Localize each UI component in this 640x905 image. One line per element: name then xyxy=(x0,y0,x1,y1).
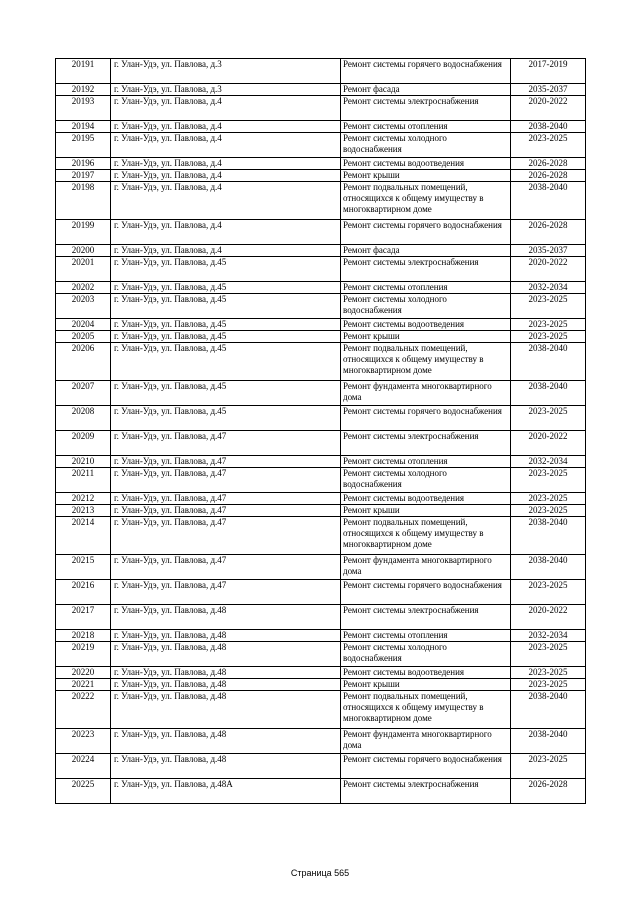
table-row xyxy=(56,319,586,331)
period-cell: 2038-2040 xyxy=(511,729,586,754)
table-row xyxy=(56,133,586,158)
row-number: 20224 xyxy=(56,754,111,779)
address-cell: г. Улан-Удэ, ул. Павлова, д.48 xyxy=(111,605,341,630)
period-cell: 2026-2028 xyxy=(511,779,586,804)
table-row xyxy=(56,555,586,580)
row-number: 20199 xyxy=(56,220,111,245)
table-row xyxy=(56,96,586,121)
period-cell: 2023-2025 xyxy=(511,642,586,667)
period-cell: 2023-2025 xyxy=(511,505,586,517)
row-number: 20206 xyxy=(56,343,111,381)
table-row xyxy=(56,294,586,319)
address-cell: г. Улан-Удэ, ул. Павлова, д.4 xyxy=(111,220,341,245)
address-cell: г. Улан-Удэ, ул. Павлова, д.4 xyxy=(111,96,341,121)
row-number: 20193 xyxy=(56,96,111,121)
row-number: 20196 xyxy=(56,158,111,170)
table-row xyxy=(56,431,586,456)
period-cell: 2032-2034 xyxy=(511,282,586,294)
table-row xyxy=(56,406,586,431)
work-type-cell: Ремонт крыши xyxy=(341,331,511,343)
row-number: 20202 xyxy=(56,282,111,294)
work-type-cell: Ремонт системы отопления xyxy=(341,630,511,642)
address-cell: г. Улан-Удэ, ул. Павлова, д.48А xyxy=(111,779,341,804)
row-number: 20218 xyxy=(56,630,111,642)
period-cell: 2023-2025 xyxy=(511,319,586,331)
address-cell: г. Улан-Удэ, ул. Павлова, д.4 xyxy=(111,121,341,133)
period-cell: 2020-2022 xyxy=(511,257,586,282)
period-cell: 2038-2040 xyxy=(511,555,586,580)
table-row xyxy=(56,679,586,691)
work-type-cell: Ремонт системы отопления xyxy=(341,121,511,133)
work-type-cell: Ремонт системы горячего водоснабжения xyxy=(341,580,511,605)
work-type-cell: Ремонт подвальных помещений, относящихся к общему имуществу в многоквартирном доме xyxy=(341,182,511,220)
period-cell: 2023-2025 xyxy=(511,294,586,319)
address-cell: г. Улан-Удэ, ул. Павлова, д.47 xyxy=(111,468,341,493)
work-type-cell: Ремонт системы водоотведения xyxy=(341,158,511,170)
period-cell: 2020-2022 xyxy=(511,605,586,630)
work-type-cell: Ремонт системы отопления xyxy=(341,456,511,468)
work-type-cell: Ремонт подвальных помещений, относящихся к общему имуществу в многоквартирном доме xyxy=(341,517,511,555)
table-row xyxy=(56,630,586,642)
address-cell: г. Улан-Удэ, ул. Павлова, д.45 xyxy=(111,381,341,406)
table-row xyxy=(56,580,586,605)
table-row xyxy=(56,456,586,468)
period-cell: 2020-2022 xyxy=(511,431,586,456)
work-type-cell: Ремонт системы водоотведения xyxy=(341,319,511,331)
row-number: 20216 xyxy=(56,580,111,605)
period-cell: 2026-2028 xyxy=(511,170,586,182)
row-number: 20217 xyxy=(56,605,111,630)
table-row xyxy=(56,182,586,220)
table-row xyxy=(56,505,586,517)
work-type-cell: Ремонт системы электроснабжения xyxy=(341,96,511,121)
row-number: 20198 xyxy=(56,182,111,220)
table-row xyxy=(56,220,586,245)
period-cell: 2038-2040 xyxy=(511,517,586,555)
work-type-cell: Ремонт подвальных помещений, относящихся к общему имуществу в многоквартирном доме xyxy=(341,691,511,729)
work-type-cell: Ремонт системы горячего водоснабжения xyxy=(341,406,511,431)
address-cell: г. Улан-Удэ, ул. Павлова, д.48 xyxy=(111,630,341,642)
period-cell: 2023-2025 xyxy=(511,331,586,343)
address-cell: г. Улан-Удэ, ул. Павлова, д.45 xyxy=(111,406,341,431)
work-type-cell: Ремонт крыши xyxy=(341,505,511,517)
table-row xyxy=(56,605,586,630)
address-cell: г. Улан-Удэ, ул. Павлова, д.48 xyxy=(111,691,341,729)
work-type-cell: Ремонт системы горячего водоснабжения xyxy=(341,220,511,245)
address-cell: г. Улан-Удэ, ул. Павлова, д.47 xyxy=(111,555,341,580)
period-cell: 2023-2025 xyxy=(511,133,586,158)
period-cell: 2017-2019 xyxy=(511,59,586,84)
address-cell: г. Улан-Удэ, ул. Павлова, д.4 xyxy=(111,182,341,220)
table-row xyxy=(56,121,586,133)
period-cell: 2020-2022 xyxy=(511,96,586,121)
work-type-cell: Ремонт фасада xyxy=(341,245,511,257)
row-number: 20209 xyxy=(56,431,111,456)
row-number: 20212 xyxy=(56,493,111,505)
address-cell: г. Улан-Удэ, ул. Павлова, д.4 xyxy=(111,158,341,170)
address-cell: г. Улан-Удэ, ул. Павлова, д.47 xyxy=(111,493,341,505)
row-number: 20205 xyxy=(56,331,111,343)
period-cell: 2038-2040 xyxy=(511,691,586,729)
table-row xyxy=(56,257,586,282)
table-row xyxy=(56,729,586,754)
work-type-cell: Ремонт системы электроснабжения xyxy=(341,605,511,630)
row-number: 20207 xyxy=(56,381,111,406)
address-cell: г. Улан-Удэ, ул. Павлова, д.45 xyxy=(111,294,341,319)
period-cell: 2032-2034 xyxy=(511,456,586,468)
address-cell: г. Улан-Удэ, ул. Павлова, д.45 xyxy=(111,331,341,343)
work-type-cell: Ремонт системы холодного водоснабжения xyxy=(341,642,511,667)
period-cell: 2038-2040 xyxy=(511,343,586,381)
row-number: 20194 xyxy=(56,121,111,133)
row-number: 20214 xyxy=(56,517,111,555)
address-cell: г. Улан-Удэ, ул. Павлова, д.47 xyxy=(111,456,341,468)
period-cell: 2038-2040 xyxy=(511,182,586,220)
row-number: 20220 xyxy=(56,667,111,679)
row-number: 20195 xyxy=(56,133,111,158)
address-cell: г. Улан-Удэ, ул. Павлова, д.45 xyxy=(111,343,341,381)
row-number: 20200 xyxy=(56,245,111,257)
table-row xyxy=(56,754,586,779)
row-number: 20221 xyxy=(56,679,111,691)
work-type-cell: Ремонт фундамента многоквартирного дома xyxy=(341,381,511,406)
work-type-cell: Ремонт фундамента многоквартирного дома xyxy=(341,555,511,580)
table-row xyxy=(56,468,586,493)
period-cell: 2023-2025 xyxy=(511,667,586,679)
work-type-cell: Ремонт системы горячего водоснабжения xyxy=(341,754,511,779)
address-cell: г. Улан-Удэ, ул. Павлова, д.48 xyxy=(111,642,341,667)
period-cell: 2035-2037 xyxy=(511,84,586,96)
row-number: 20222 xyxy=(56,691,111,729)
row-number: 20225 xyxy=(56,779,111,804)
table-row xyxy=(56,667,586,679)
row-number: 20191 xyxy=(56,59,111,84)
repair-schedule-table xyxy=(55,58,586,804)
address-cell: г. Улан-Удэ, ул. Павлова, д.47 xyxy=(111,580,341,605)
work-type-cell: Ремонт подвальных помещений, относящихся к общему имуществу в многоквартирном доме xyxy=(341,343,511,381)
address-cell: г. Улан-Удэ, ул. Павлова, д.3 xyxy=(111,84,341,96)
row-number: 20215 xyxy=(56,555,111,580)
address-cell: г. Улан-Удэ, ул. Павлова, д.45 xyxy=(111,282,341,294)
address-cell: г. Улан-Удэ, ул. Павлова, д.47 xyxy=(111,517,341,555)
table-row xyxy=(56,331,586,343)
work-type-cell: Ремонт фундамента многоквартирного дома xyxy=(341,729,511,754)
table-row xyxy=(56,170,586,182)
table-row xyxy=(56,59,586,84)
period-cell: 2023-2025 xyxy=(511,580,586,605)
table-row xyxy=(56,84,586,96)
row-number: 20204 xyxy=(56,319,111,331)
table-body xyxy=(56,59,586,804)
row-number: 20192 xyxy=(56,84,111,96)
row-number: 20219 xyxy=(56,642,111,667)
address-cell: г. Улан-Удэ, ул. Павлова, д.4 xyxy=(111,133,341,158)
period-cell: 2023-2025 xyxy=(511,406,586,431)
address-cell: г. Улан-Удэ, ул. Павлова, д.4 xyxy=(111,170,341,182)
period-cell: 2026-2028 xyxy=(511,158,586,170)
period-cell: 2023-2025 xyxy=(511,468,586,493)
work-type-cell: Ремонт системы холодного водоснабжения xyxy=(341,294,511,319)
work-type-cell: Ремонт системы горячего водоснабжения xyxy=(341,59,511,84)
address-cell: г. Улан-Удэ, ул. Павлова, д.45 xyxy=(111,257,341,282)
address-cell: г. Улан-Удэ, ул. Павлова, д.48 xyxy=(111,729,341,754)
work-type-cell: Ремонт системы электроснабжения xyxy=(341,779,511,804)
table-row xyxy=(56,642,586,667)
table-row xyxy=(56,245,586,257)
address-cell: г. Улан-Удэ, ул. Павлова, д.48 xyxy=(111,754,341,779)
work-type-cell: Ремонт системы электроснабжения xyxy=(341,431,511,456)
address-cell: г. Улан-Удэ, ул. Павлова, д.3 xyxy=(111,59,341,84)
period-cell: 2032-2034 xyxy=(511,630,586,642)
row-number: 20223 xyxy=(56,729,111,754)
table-row xyxy=(56,691,586,729)
work-type-cell: Ремонт системы водоотведения xyxy=(341,493,511,505)
period-cell: 2035-2037 xyxy=(511,245,586,257)
row-number: 20203 xyxy=(56,294,111,319)
table-row xyxy=(56,343,586,381)
period-cell: 2023-2025 xyxy=(511,679,586,691)
address-cell: г. Улан-Удэ, ул. Павлова, д.45 xyxy=(111,319,341,331)
address-cell: г. Улан-Удэ, ул. Павлова, д.4 xyxy=(111,245,341,257)
period-cell: 2023-2025 xyxy=(511,493,586,505)
table-row xyxy=(56,517,586,555)
work-type-cell: Ремонт фасада xyxy=(341,84,511,96)
table-row xyxy=(56,493,586,505)
row-number: 20211 xyxy=(56,468,111,493)
table-row xyxy=(56,381,586,406)
address-cell: г. Улан-Удэ, ул. Павлова, д.47 xyxy=(111,431,341,456)
period-cell: 2038-2040 xyxy=(511,381,586,406)
row-number: 20210 xyxy=(56,456,111,468)
work-type-cell: Ремонт системы водоотведения xyxy=(341,667,511,679)
row-number: 20213 xyxy=(56,505,111,517)
row-number: 20208 xyxy=(56,406,111,431)
row-number: 20197 xyxy=(56,170,111,182)
work-type-cell: Ремонт крыши xyxy=(341,170,511,182)
period-cell: 2026-2028 xyxy=(511,220,586,245)
table-row xyxy=(56,282,586,294)
work-type-cell: Ремонт системы электроснабжения xyxy=(341,257,511,282)
address-cell: г. Улан-Удэ, ул. Павлова, д.48 xyxy=(111,679,341,691)
work-type-cell: Ремонт системы холодного водоснабжения xyxy=(341,133,511,158)
address-cell: г. Улан-Удэ, ул. Павлова, д.48 xyxy=(111,667,341,679)
table-row xyxy=(56,158,586,170)
work-type-cell: Ремонт системы отопления xyxy=(341,282,511,294)
table-row xyxy=(56,779,586,804)
row-number: 20201 xyxy=(56,257,111,282)
work-type-cell: Ремонт крыши xyxy=(341,679,511,691)
period-cell: 2023-2025 xyxy=(511,754,586,779)
page-number: Страница 565 xyxy=(290,868,350,878)
period-cell: 2038-2040 xyxy=(511,121,586,133)
address-cell: г. Улан-Удэ, ул. Павлова, д.47 xyxy=(111,505,341,517)
work-type-cell: Ремонт системы холодного водоснабжения xyxy=(341,468,511,493)
